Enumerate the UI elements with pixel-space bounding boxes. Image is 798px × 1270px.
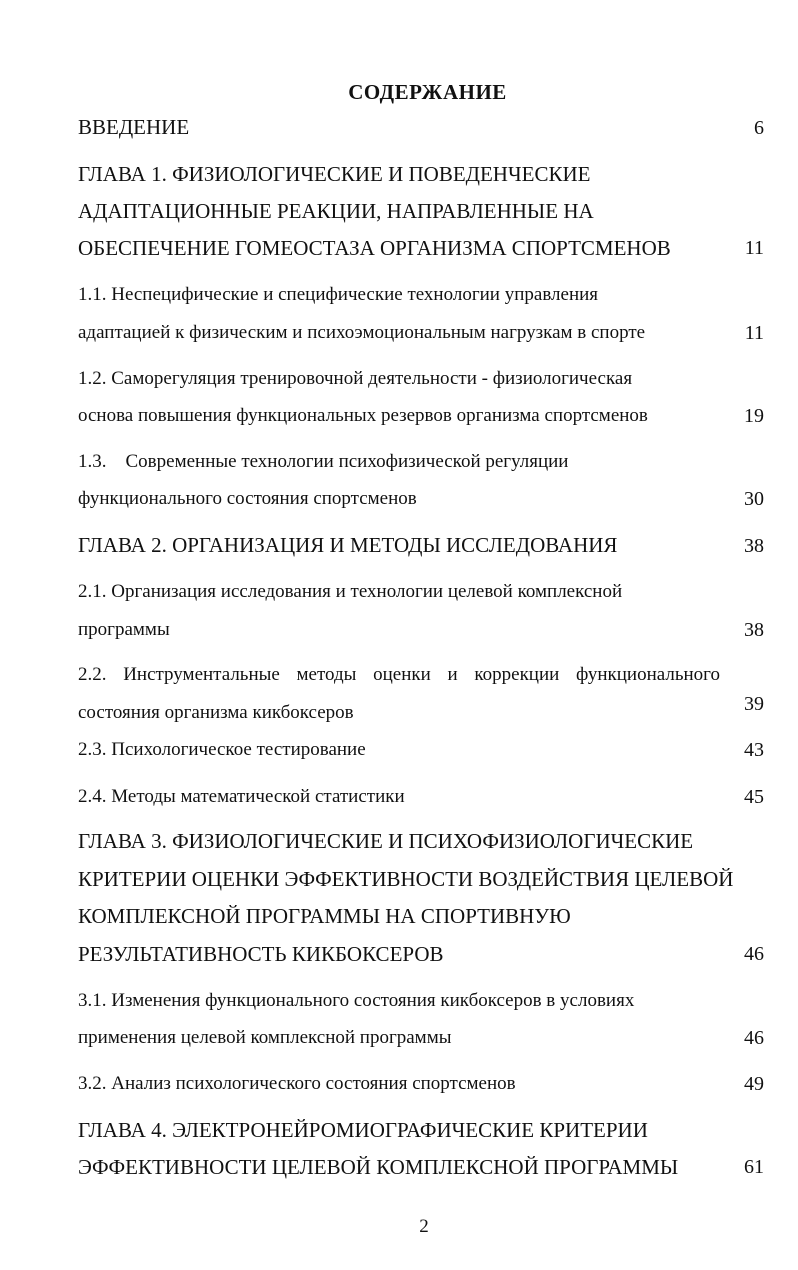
toc-entry-ch1-line: ОБЕСПЕЧЕНИЕ ГОМЕОСТАЗА ОРГАНИЗМА СПОРТСМЕНОВ xyxy=(78,236,671,260)
toc-entry-3-2-line: 3.2. Анализ психологического состояния спортсменов xyxy=(78,1073,516,1094)
toc-entry-2-3-line: 2.3. Психологическое тестирование xyxy=(78,739,366,760)
toc-entry-2-2-line: 2.2. Инструментальные методы оценки и коррекции функционального xyxy=(78,664,720,685)
toc-entry-2-1-page: 38 xyxy=(744,619,764,641)
toc-entry-2-2-line: состояния организма кикбоксеров xyxy=(78,702,354,723)
page-number: 2 xyxy=(419,1216,429,1237)
toc-entry-ch3-page: 46 xyxy=(744,943,764,965)
toc-entry-1-1-line: 1.1. Неспецифические и специфические технологии управления xyxy=(78,284,599,305)
toc-entry-3-1-line: применения целевой комплексной программы xyxy=(78,1027,452,1048)
page-title: СОДЕРЖАНИЕ xyxy=(348,80,507,104)
toc-entry-3-2-page: 49 xyxy=(744,1073,764,1095)
toc-entry-ch3-line: КРИТЕРИИ ОЦЕНКИ ЭФФЕКТИВНОСТИ ВОЗДЕЙСТВИЯ ЦЕЛЕВОЙ xyxy=(78,867,734,891)
toc-entry-ch2-line: ГЛАВА 2. ОРГАНИЗАЦИЯ И МЕТОДЫ ИССЛЕДОВАНИЯ xyxy=(78,533,618,557)
toc-entry-ch4-line: ГЛАВА 4. ЭЛЕКТРОНЕЙРОМИОГРАФИЧЕСКИЕ КРИТЕРИИ xyxy=(78,1118,648,1142)
toc-entry-ch4-page: 61 xyxy=(744,1156,764,1178)
toc-entry-2-3-page: 43 xyxy=(744,739,764,761)
toc-entry-2-1-line: 2.1. Организация исследования и технологии целевой комплексной xyxy=(78,581,623,602)
toc-entry-2-1-line: программы xyxy=(78,619,170,640)
toc-entry-1-1-line: адаптацией к физическим и психоэмоциональным нагрузкам в спорте xyxy=(78,322,646,343)
toc-entry-3-1-line: 3.1. Изменения функционального состояния кикбоксеров в условиях xyxy=(78,990,635,1011)
toc-entry-ch1-line: ГЛАВА 1. ФИЗИОЛОГИЧЕСКИЕ И ПОВЕДЕНЧЕСКИЕ xyxy=(78,162,591,186)
toc-entry-1-3-page: 30 xyxy=(744,488,764,510)
toc-entry-2-2-page: 39 xyxy=(744,693,764,715)
toc-entry-2-4-page: 45 xyxy=(744,786,764,808)
toc-entry-1-1-page: 11 xyxy=(744,322,764,344)
toc-entry-1-2-page: 19 xyxy=(744,405,764,427)
toc-entry-ch1-line: АДАПТАЦИОННЫЕ РЕАКЦИИ, НАПРАВЛЕННЫЕ НА xyxy=(78,199,594,223)
toc-entry-ch4-line: ЭФФЕКТИВНОСТИ ЦЕЛЕВОЙ КОМПЛЕКСНОЙ ПРОГРАММЫ xyxy=(78,1155,679,1179)
toc-entry-ch3-line: РЕЗУЛЬТАТИВНОСТЬ КИКБОКСЕРОВ xyxy=(78,942,444,966)
toc-entry-1-3-line: 1.3. Современные технологии психофизической регуляции xyxy=(78,451,569,472)
toc-entry-1-2-line: 1.2. Саморегуляция тренировочной деятельности - физиологическая xyxy=(78,368,633,389)
toc-entry-1-2-line: основа повышения функциональных резервов организма спортсменов xyxy=(78,405,648,426)
toc-entry-2-4-line: 2.4. Методы математической статистики xyxy=(78,786,405,807)
toc-entry-1-3-line: функционального состояния спортсменов xyxy=(78,488,417,509)
toc-entry-ch3-line: КОМПЛЕКСНОЙ ПРОГРАММЫ НА СПОРТИВНУЮ xyxy=(78,904,571,928)
toc-entry-3-1-page: 46 xyxy=(744,1027,764,1049)
toc-entry-ch2-page: 38 xyxy=(744,535,764,557)
toc-entry-intro-line: ВВЕДЕНИЕ xyxy=(78,115,190,139)
toc-entry-intro-page: 6 xyxy=(754,117,764,139)
toc-entry-ch3-line: ГЛАВА 3. ФИЗИОЛОГИЧЕСКИЕ И ПСИХОФИЗИОЛОГИЧЕСКИЕ xyxy=(78,829,694,853)
toc-entry-ch1-page: 11 xyxy=(744,237,764,259)
